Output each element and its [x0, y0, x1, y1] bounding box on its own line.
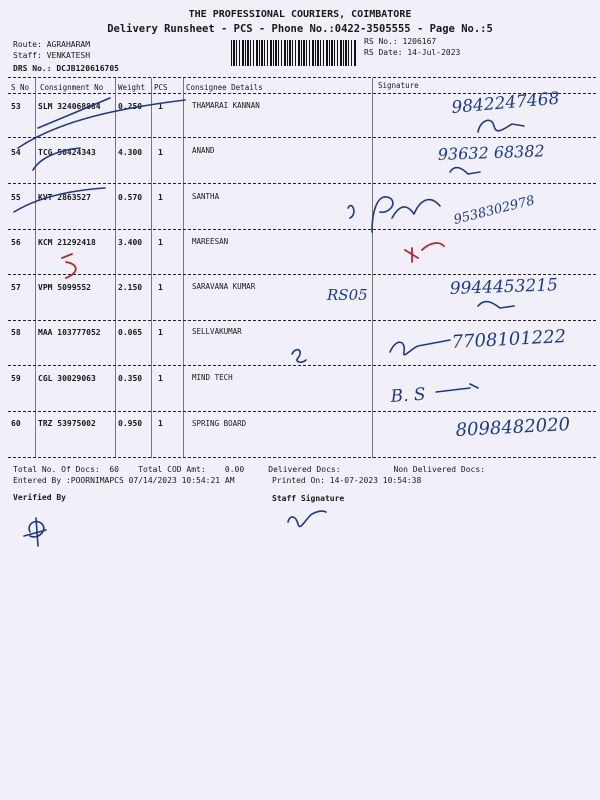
- handwritten-phone: 7708101222: [451, 326, 567, 353]
- row-weight: 2.150: [118, 283, 143, 292]
- handwritten-phone: 9842247468: [450, 88, 561, 118]
- row-weight: 0.570: [118, 193, 143, 202]
- pen-stroke: [18, 100, 185, 148]
- rs-date: RS Date: 14-Jul-2023: [364, 48, 461, 57]
- row-pcs: 1: [158, 193, 163, 202]
- row-consignee: SPRING BOARD: [192, 419, 247, 428]
- row-pcs: 1: [158, 419, 163, 428]
- row-sno: 59: [11, 374, 21, 383]
- col-consignee: Consignee Details: [186, 83, 263, 92]
- company-name: THE PROFESSIONAL COURIERS, COIMBATORE: [188, 9, 412, 20]
- staff-signature: [288, 511, 326, 526]
- col-signature: Signature: [378, 81, 419, 90]
- pen-stroke: [38, 98, 110, 128]
- verified-by-label: Verified By: [13, 493, 66, 502]
- row-consignee: MIND TECH: [192, 373, 233, 382]
- row-consignment: VPM 5099552: [38, 283, 91, 292]
- row-consignee: SANTHA: [192, 192, 220, 201]
- row-consignment: KVT 2863527: [38, 193, 91, 202]
- row-weight: 0.250: [118, 102, 143, 111]
- pen-stroke: [33, 148, 80, 170]
- handwritten-phone: 8098482020: [455, 414, 571, 441]
- row-pcs: 1: [158, 283, 163, 292]
- handwritten-phone: 9944453215: [449, 275, 559, 299]
- row-sno: 57: [11, 283, 21, 292]
- signature-scribble: [372, 197, 440, 232]
- row-consignee: SARAVANA KUMAR: [192, 282, 256, 291]
- signature-scribble: [450, 168, 480, 174]
- row-sno: 58: [11, 328, 21, 337]
- signature-scribble: [348, 206, 354, 218]
- runsheet-title: Delivery Runsheet - PCS - Phone No.:0422-3505555 - Page No.:5: [107, 23, 493, 35]
- row-consignment: SLM 324068884: [38, 102, 101, 111]
- row-consignee: ANAND: [192, 146, 215, 155]
- handwritten-note: RS05: [327, 286, 368, 304]
- row-consignment: TCG 50424343: [38, 148, 96, 157]
- red-mark: [405, 243, 444, 262]
- col-pcs: PCS: [154, 83, 168, 92]
- row-weight: 4.300: [118, 148, 143, 157]
- row-pcs: 1: [158, 374, 163, 383]
- row-weight: 0.350: [118, 374, 143, 383]
- col-weight: Weight: [118, 83, 146, 92]
- rs-number: RS No.: 1206167: [364, 37, 437, 46]
- staff: Staff: VENKATESH: [13, 51, 91, 60]
- row-consignee: SELLVAKUMAR: [192, 327, 242, 336]
- handwritten-phone: 9538302978: [452, 193, 537, 228]
- handwritten-phone: 93632 68382: [437, 141, 545, 164]
- route: Route: AGRAHARAM: [13, 40, 91, 49]
- row-sno: 53: [11, 102, 21, 111]
- row-sno: 56: [11, 238, 21, 247]
- row-pcs: 1: [158, 238, 163, 247]
- row-sno: 54: [11, 148, 21, 157]
- drs-number: DRS No.: DCJB120616705: [13, 64, 119, 73]
- row-consignment: TRZ 53975002: [38, 419, 96, 428]
- row-consignment: CGL 30029063: [38, 374, 96, 383]
- row-consignee: THAMARAI KANNAN: [192, 101, 260, 110]
- row-weight: 3.400: [118, 238, 143, 247]
- signature-scribble: [292, 350, 306, 363]
- row-consignment: MAA 103777052: [38, 328, 101, 337]
- row-sno: 60: [11, 419, 21, 428]
- signature-scribble: [478, 302, 514, 308]
- signature-scribble: [390, 340, 450, 355]
- col-sno: S No: [11, 83, 30, 92]
- staff-signature-label: Staff Signature: [272, 494, 345, 503]
- row-weight: 0.950: [118, 419, 143, 428]
- entered-by: Entered By :POORNIMAPCS 07/14/2023 10:54:21 AM: [13, 476, 235, 485]
- signature-scribble: [478, 120, 524, 132]
- red-mark: [62, 254, 76, 278]
- row-pcs: 1: [158, 102, 163, 111]
- totals-line: Total No. Of Docs: 60 Total COD Amt: 0.00 Delivered Docs: Non Delivered Docs:: [13, 465, 486, 474]
- col-consignment: Consignment No: [40, 83, 104, 92]
- pen-stroke: [14, 188, 105, 212]
- row-consignee: MAREESAN: [192, 237, 229, 246]
- verifier-signature: [24, 518, 46, 546]
- handwritten-initials: B. S: [389, 384, 427, 407]
- row-pcs: 1: [158, 328, 163, 337]
- row-consignment: KCM 21292418: [38, 238, 96, 247]
- signature-scribble: [436, 384, 478, 392]
- row-weight: 0.065: [118, 328, 143, 337]
- row-sno: 55: [11, 193, 21, 202]
- row-pcs: 1: [158, 148, 163, 157]
- printed-on: Printed On: 14-07-2023 10:54:38: [272, 476, 422, 485]
